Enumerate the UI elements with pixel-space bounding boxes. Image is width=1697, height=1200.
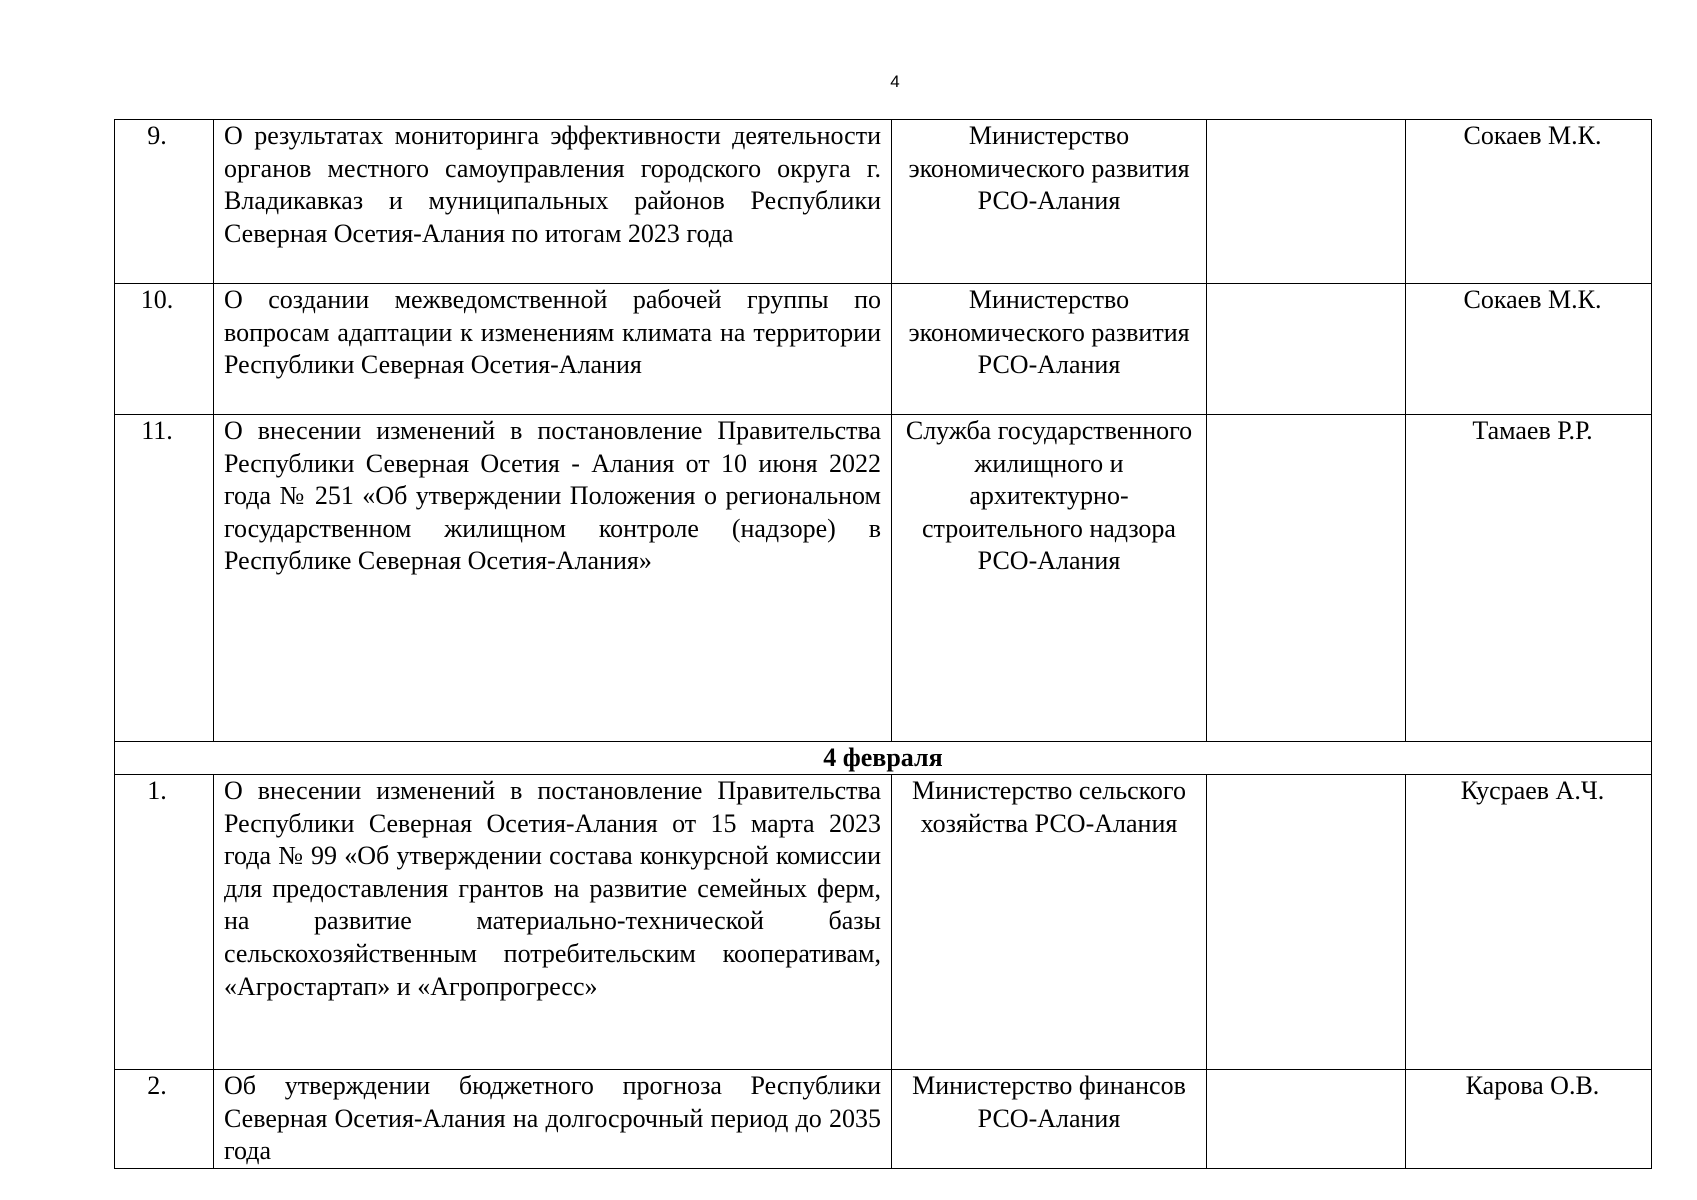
section-date-heading: 4 февраля <box>115 742 1652 775</box>
item-empty-cell <box>1207 284 1406 415</box>
item-responsible: Сокаев М.К. <box>1406 120 1652 284</box>
item-organization: Министерство сельского хозяйства РСО-Алания <box>892 775 1207 1070</box>
table-row <box>115 775 1652 1070</box>
item-title: О результатах мониторинга эффективности деятельности органов местного самоуправления городского округа г. Владикавказ и муниципальных районов Республики Северная Осетия-Алания по итогам 2023 года <box>214 120 892 284</box>
item-responsible: Карова О.В. <box>1406 1070 1652 1169</box>
item-organization: Служба государственного жилищного и архитектурно-строительного надзора РСО-Алания <box>892 415 1207 742</box>
item-empty-cell <box>1207 415 1406 742</box>
item-number: 2. <box>115 1070 214 1169</box>
item-number: 9. <box>115 120 214 284</box>
table-row <box>115 120 1652 284</box>
item-number: 1. <box>115 775 214 1070</box>
item-title: Об утверждении бюджетного прогноза Республики Северная Осетия-Алания на долгосрочный период до 2035 года <box>214 1070 892 1169</box>
item-organization: Министерство финансов РСО-Алания <box>892 1070 1207 1169</box>
item-responsible: Сокаев М.К. <box>1406 284 1652 415</box>
table-row <box>115 284 1652 415</box>
item-number: 10. <box>115 284 214 415</box>
item-title: О внесении изменений в постановление Правительства Республики Северная Осетия-Алания от 15 марта 2023 года № 99 «Об утверждении состава конкурсной комиссии для предоставления грантов на развитие семейных ферм, на развитие материально-технической базы сельскохозяйственным потребительским кооперативам, «Агростартап» и «Агропрогресс» <box>214 775 892 1070</box>
table-row <box>115 415 1652 742</box>
table-row <box>115 1070 1652 1169</box>
item-title: О создании межведомственной рабочей группы по вопросам адаптации к изменениям климата на территории Республики Северная Осетия-Алания <box>214 284 892 415</box>
section-header-row <box>115 742 1652 775</box>
item-number: 11. <box>115 415 214 742</box>
item-empty-cell <box>1207 1070 1406 1169</box>
item-organization: Министерство экономического развития РСО-Алания <box>892 284 1207 415</box>
item-organization: Министерство экономического развития РСО-Алания <box>892 120 1207 284</box>
plan-table <box>114 119 1652 1169</box>
item-responsible: Кусраев А.Ч. <box>1406 775 1652 1070</box>
item-responsible: Тамаев Р.Р. <box>1406 415 1652 742</box>
item-empty-cell <box>1207 120 1406 284</box>
item-title: О внесении изменений в постановление Правительства Республики Северная Осетия - Алания от 10 июня 2022 года № 251 «Об утверждении Положения о региональном государственном жилищном контроле (надзоре) в Республике Северная Осетия-Алания» <box>214 415 892 742</box>
page-number: 4 <box>890 72 900 91</box>
item-empty-cell <box>1207 775 1406 1070</box>
